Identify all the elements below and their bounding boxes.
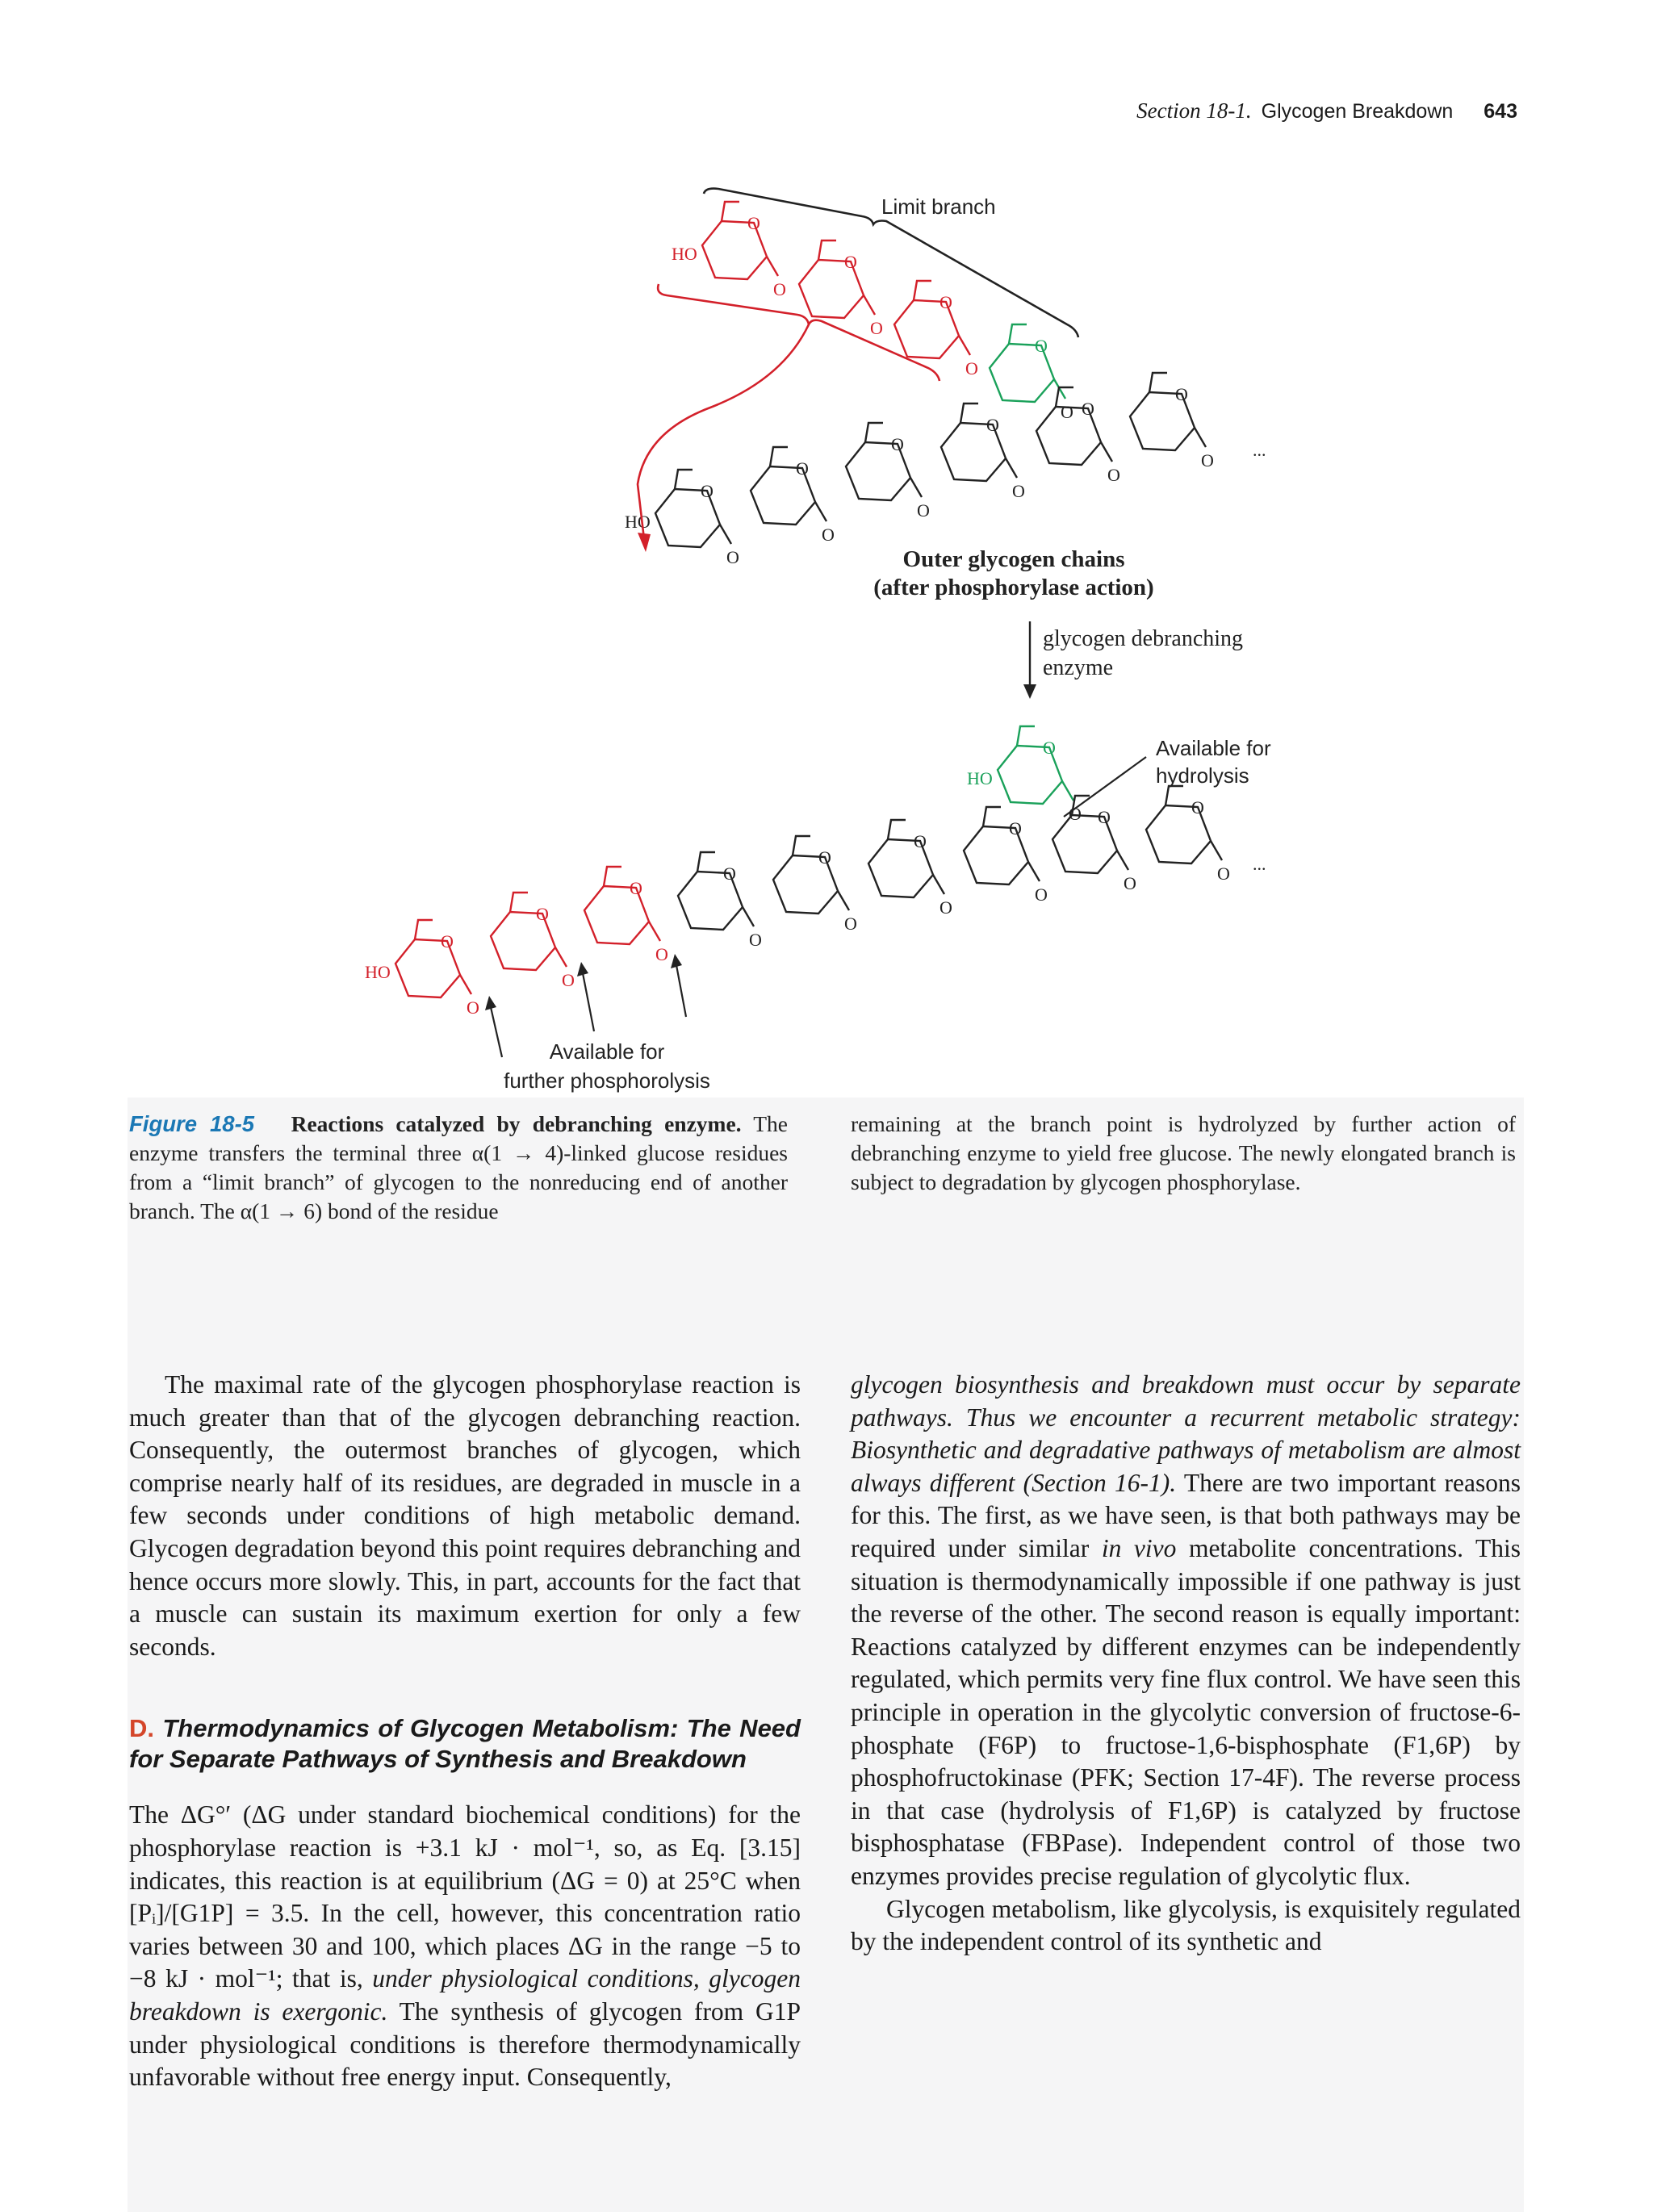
glycosidic-bond bbox=[1062, 781, 1073, 801]
ring-oxygen: O bbox=[630, 878, 642, 898]
glycosidic-bond bbox=[933, 875, 944, 894]
ring-stub bbox=[983, 807, 1001, 826]
ring-oxygen: O bbox=[1082, 399, 1094, 419]
pathways-in-vivo: in vivo bbox=[1101, 1533, 1177, 1562]
ring-oxygen: O bbox=[723, 863, 736, 884]
outer-chains-label-2: (after phosphorylase action) bbox=[873, 575, 1154, 600]
figure-label: Figure 18-5 bbox=[129, 1111, 255, 1136]
ring-oxygen: O bbox=[1043, 738, 1056, 758]
phosphorolysis-arrowhead-1 bbox=[485, 996, 496, 1010]
glycosidic-bond bbox=[767, 257, 778, 276]
phosphorolysis-arrowhead-3 bbox=[671, 954, 682, 968]
hydroxyl-label: HO bbox=[672, 244, 697, 264]
outer-chains-label-1: Outer glycogen chains bbox=[902, 546, 1125, 572]
caption-title: Reactions catalyzed by debranching enzyme. bbox=[291, 1111, 742, 1136]
glycosidic-bond bbox=[720, 525, 731, 544]
enzyme-label-1: glycogen debranching bbox=[1043, 626, 1244, 651]
transfer-arrowhead bbox=[638, 533, 651, 552]
ring-oxygen: O bbox=[1191, 797, 1204, 817]
ellipsis-bottom: ... bbox=[1253, 854, 1266, 874]
ring-stub bbox=[604, 867, 621, 886]
pathways-text-b: There are two important reasons for this. The first, as we have seen, is that both pathways may be required under similar bbox=[851, 1468, 1521, 1562]
glycosidic-oxygen: O bbox=[1201, 450, 1214, 470]
glycosidic-oxygen: O bbox=[467, 997, 479, 1018]
thermo-text-b: The synthesis of glycogen from G1P under physiological conditions is therefore thermodynamically unfavorable without free energy input. Consequently, bbox=[129, 1997, 801, 2092]
figure-caption-right bbox=[851, 1110, 1516, 1197]
page-number: 643 bbox=[1484, 100, 1517, 123]
glycosidic-oxygen: O bbox=[726, 547, 739, 567]
ring-stub bbox=[1017, 726, 1035, 746]
ring-oxygen: O bbox=[536, 904, 549, 924]
ring-oxygen: O bbox=[844, 252, 857, 272]
figure-caption-left bbox=[129, 1110, 788, 1226]
glycosidic-bond bbox=[743, 907, 754, 926]
section-heading bbox=[129, 1713, 801, 1775]
ring-oxygen: O bbox=[939, 292, 952, 312]
enzyme-label-2: enzyme bbox=[1043, 655, 1114, 680]
glycosidic-oxygen: O bbox=[655, 944, 668, 964]
ring-stub bbox=[1009, 324, 1027, 344]
paragraph-rates: The maximal rate of the glycogen phosphorylase reaction is much greater than that of the glycogen debranching reaction. Consequently, the outermost branches of glycogen, which comprise nearly half of its residues, are degraded in muscle in a few seconds under conditions of high metabolic demand. Glycogen degradation beyond this point requires debranching and hence occurs more slowly. This, in part, accounts for the fact that a muscle can sustain its maximum exertion for only a few seconds. bbox=[129, 1370, 801, 1661]
glycosidic-oxygen: O bbox=[562, 970, 575, 990]
phosphorolysis-arrow-2 bbox=[583, 973, 594, 1031]
pathways-text-c: metabolite concentrations. This situation is thermodynamically impossible if one pathway is just the reverse of the other. The second reason is equally important: Reactions catalyzed by different enzymes can be independently regulated, which permits very fine flux control. We have seen this principle in operation in the glycolytic conversion of fructose-6-phosphate (F6P) to fructose-1,6-bisphosphate (F1,6P) by phosphofructokinase (PFK; Section 17-4F). The reverse process in that case (hydrolysis of F1,6P) is catalyzed by fructose bisphosphatase (FBPase). Independent control of those two enzymes provides precise regulation of glycolytic flux. bbox=[851, 1533, 1521, 1890]
section-heading-text: Thermodynamics of Glycogen Metabolism: The Need for Separate Pathways of Synthesis and Breakdown bbox=[129, 1714, 801, 1774]
glycosidic-bond bbox=[460, 975, 471, 994]
ring-stub bbox=[888, 820, 906, 839]
ellipsis-top: ... bbox=[1253, 440, 1266, 460]
header-title: Glycogen Breakdown bbox=[1261, 100, 1454, 123]
paragraph-thermodynamics bbox=[129, 1799, 801, 2093]
ring-oxygen: O bbox=[1009, 818, 1022, 838]
glycosidic-bond bbox=[864, 295, 875, 315]
glycosidic-oxygen: O bbox=[1035, 884, 1048, 905]
hydrolysis-label-1: Available for bbox=[1156, 736, 1271, 760]
glycosidic-bond bbox=[1117, 851, 1128, 870]
phosphorolysis-arrow-1 bbox=[491, 1007, 502, 1057]
limit-branch-label: Limit branch bbox=[881, 194, 996, 219]
glucose-residues bbox=[365, 202, 1230, 1018]
phosphorolysis-arrow-3 bbox=[676, 965, 686, 1017]
ring-oxygen: O bbox=[747, 213, 760, 233]
section-letter: D. bbox=[129, 1714, 154, 1743]
glycosidic-oxygen: O bbox=[1217, 863, 1230, 884]
ring-stub bbox=[1165, 786, 1183, 805]
body-column-right bbox=[851, 1369, 1521, 1959]
caption-text-right: remaining at the branch point is hydrolyzed by further action of debranching enzyme to yield free glucose. The newly elongated branch is subject to degradation by glycogen phosphorylase. bbox=[851, 1111, 1516, 1194]
glycosidic-bond bbox=[838, 891, 849, 910]
phosphorolysis-label-1: Available for bbox=[549, 1039, 665, 1064]
glycosidic-bond bbox=[910, 478, 922, 497]
ring-oxygen: O bbox=[796, 458, 809, 479]
glycosidic-oxygen: O bbox=[939, 897, 952, 918]
ring-oxygen: O bbox=[818, 847, 831, 868]
ring-oxygen: O bbox=[914, 831, 927, 851]
ring-stub bbox=[818, 240, 836, 260]
transfer-arrow bbox=[638, 324, 809, 539]
glycosidic-oxygen: O bbox=[870, 318, 883, 338]
glycosidic-bond bbox=[1195, 428, 1206, 447]
glycosidic-bond bbox=[1054, 379, 1065, 399]
ring-stub bbox=[675, 470, 693, 489]
ring-stub bbox=[960, 404, 978, 423]
glycosidic-oxygen: O bbox=[1069, 804, 1082, 824]
glycosidic-oxygen: O bbox=[965, 358, 978, 378]
glycosidic-oxygen: O bbox=[773, 279, 786, 299]
ring-oxygen: O bbox=[1098, 807, 1111, 827]
glycosidic-bond bbox=[959, 336, 970, 355]
paragraph-regulation: Glycogen metabolism, like glycolysis, is exquisitely regulated by the independent control of its synthetic and bbox=[851, 1894, 1521, 1956]
ring-stub bbox=[770, 447, 788, 466]
glycosidic-oxygen: O bbox=[917, 500, 930, 521]
hydrolysis-label-2: hydrolysis bbox=[1156, 763, 1249, 788]
ring-stub bbox=[510, 893, 528, 912]
ring-stub bbox=[722, 202, 739, 221]
glycosidic-bond bbox=[649, 922, 660, 941]
phosphorolysis-label-2: further phosphorolysis bbox=[504, 1068, 710, 1093]
thermo-text-italic: under physiological conditions, glycogen breakdown is exergonic. bbox=[129, 1964, 801, 2026]
ring-oxygen: O bbox=[441, 931, 454, 951]
thermo-text-a: The ΔG°′ (ΔG under standard biochemical conditions) for the phosphorylase reaction is +3.1 kJ · mol⁻¹, so, as Eq. [3.15] indicates, this reaction is at equilibrium (ΔG = 0) at 25°C when [Pᵢ]/[G1P] = 3.5. In the cell, however, this concentration ratio varies between 30 and 100, which places ΔG in the range −5 to −8 kJ · mol⁻¹; that is, bbox=[129, 1800, 801, 1993]
glycosidic-bond bbox=[1006, 458, 1017, 478]
glycosidic-oxygen: O bbox=[1124, 873, 1136, 893]
caption-text-left: The enzyme transfers the terminal three α(1 → 4)-linked glucose residues from a “limit branch” of glycogen to the nonreducing end of another branch. The α(1 → 6) bond of the residue bbox=[129, 1111, 788, 1223]
ring-oxygen: O bbox=[891, 434, 904, 454]
header-section: Section 18-1. bbox=[1136, 98, 1252, 123]
ring-stub bbox=[865, 423, 883, 442]
phosphorolysis-arrowhead-2 bbox=[577, 962, 588, 976]
ring-stub bbox=[793, 836, 810, 855]
hydroxyl-label: HO bbox=[967, 768, 993, 788]
hydroxyl-label: HO bbox=[365, 962, 391, 982]
glycosidic-oxygen: O bbox=[749, 930, 762, 950]
glycosidic-oxygen: O bbox=[1107, 465, 1120, 485]
glycosidic-bond bbox=[1028, 862, 1040, 881]
ring-stub bbox=[697, 852, 715, 872]
glycosidic-bond bbox=[555, 947, 567, 967]
glycosidic-oxygen: O bbox=[844, 914, 857, 934]
ring-oxygen: O bbox=[701, 481, 714, 501]
enzyme-arrowhead bbox=[1023, 684, 1036, 699]
glycosidic-oxygen: O bbox=[822, 525, 835, 545]
body-column-left bbox=[129, 1369, 801, 2094]
hydroxyl-label: HO bbox=[625, 512, 651, 532]
glycosidic-bond bbox=[815, 502, 826, 521]
ring-stub bbox=[914, 281, 931, 300]
ring-stub bbox=[1149, 373, 1167, 392]
ring-oxygen: O bbox=[1035, 336, 1048, 356]
glycosidic-oxygen: O bbox=[1012, 481, 1025, 501]
glycosidic-oxygen: O bbox=[1061, 402, 1073, 422]
paragraph-separate-pathways bbox=[851, 1369, 1521, 1893]
pathways-italic: glycogen biosynthesis and breakdown must occur by separate pathways. Thus we encounter a recurrent metabolic strategy: Biosynthetic and degradative pathways of metabolism are almost always different (Section 16-1). bbox=[851, 1370, 1521, 1497]
glycosidic-bond bbox=[1101, 442, 1112, 462]
glycosidic-bond bbox=[1211, 841, 1222, 860]
ring-stub bbox=[415, 920, 433, 939]
ring-oxygen: O bbox=[986, 415, 999, 435]
ring-oxygen: O bbox=[1175, 384, 1188, 404]
